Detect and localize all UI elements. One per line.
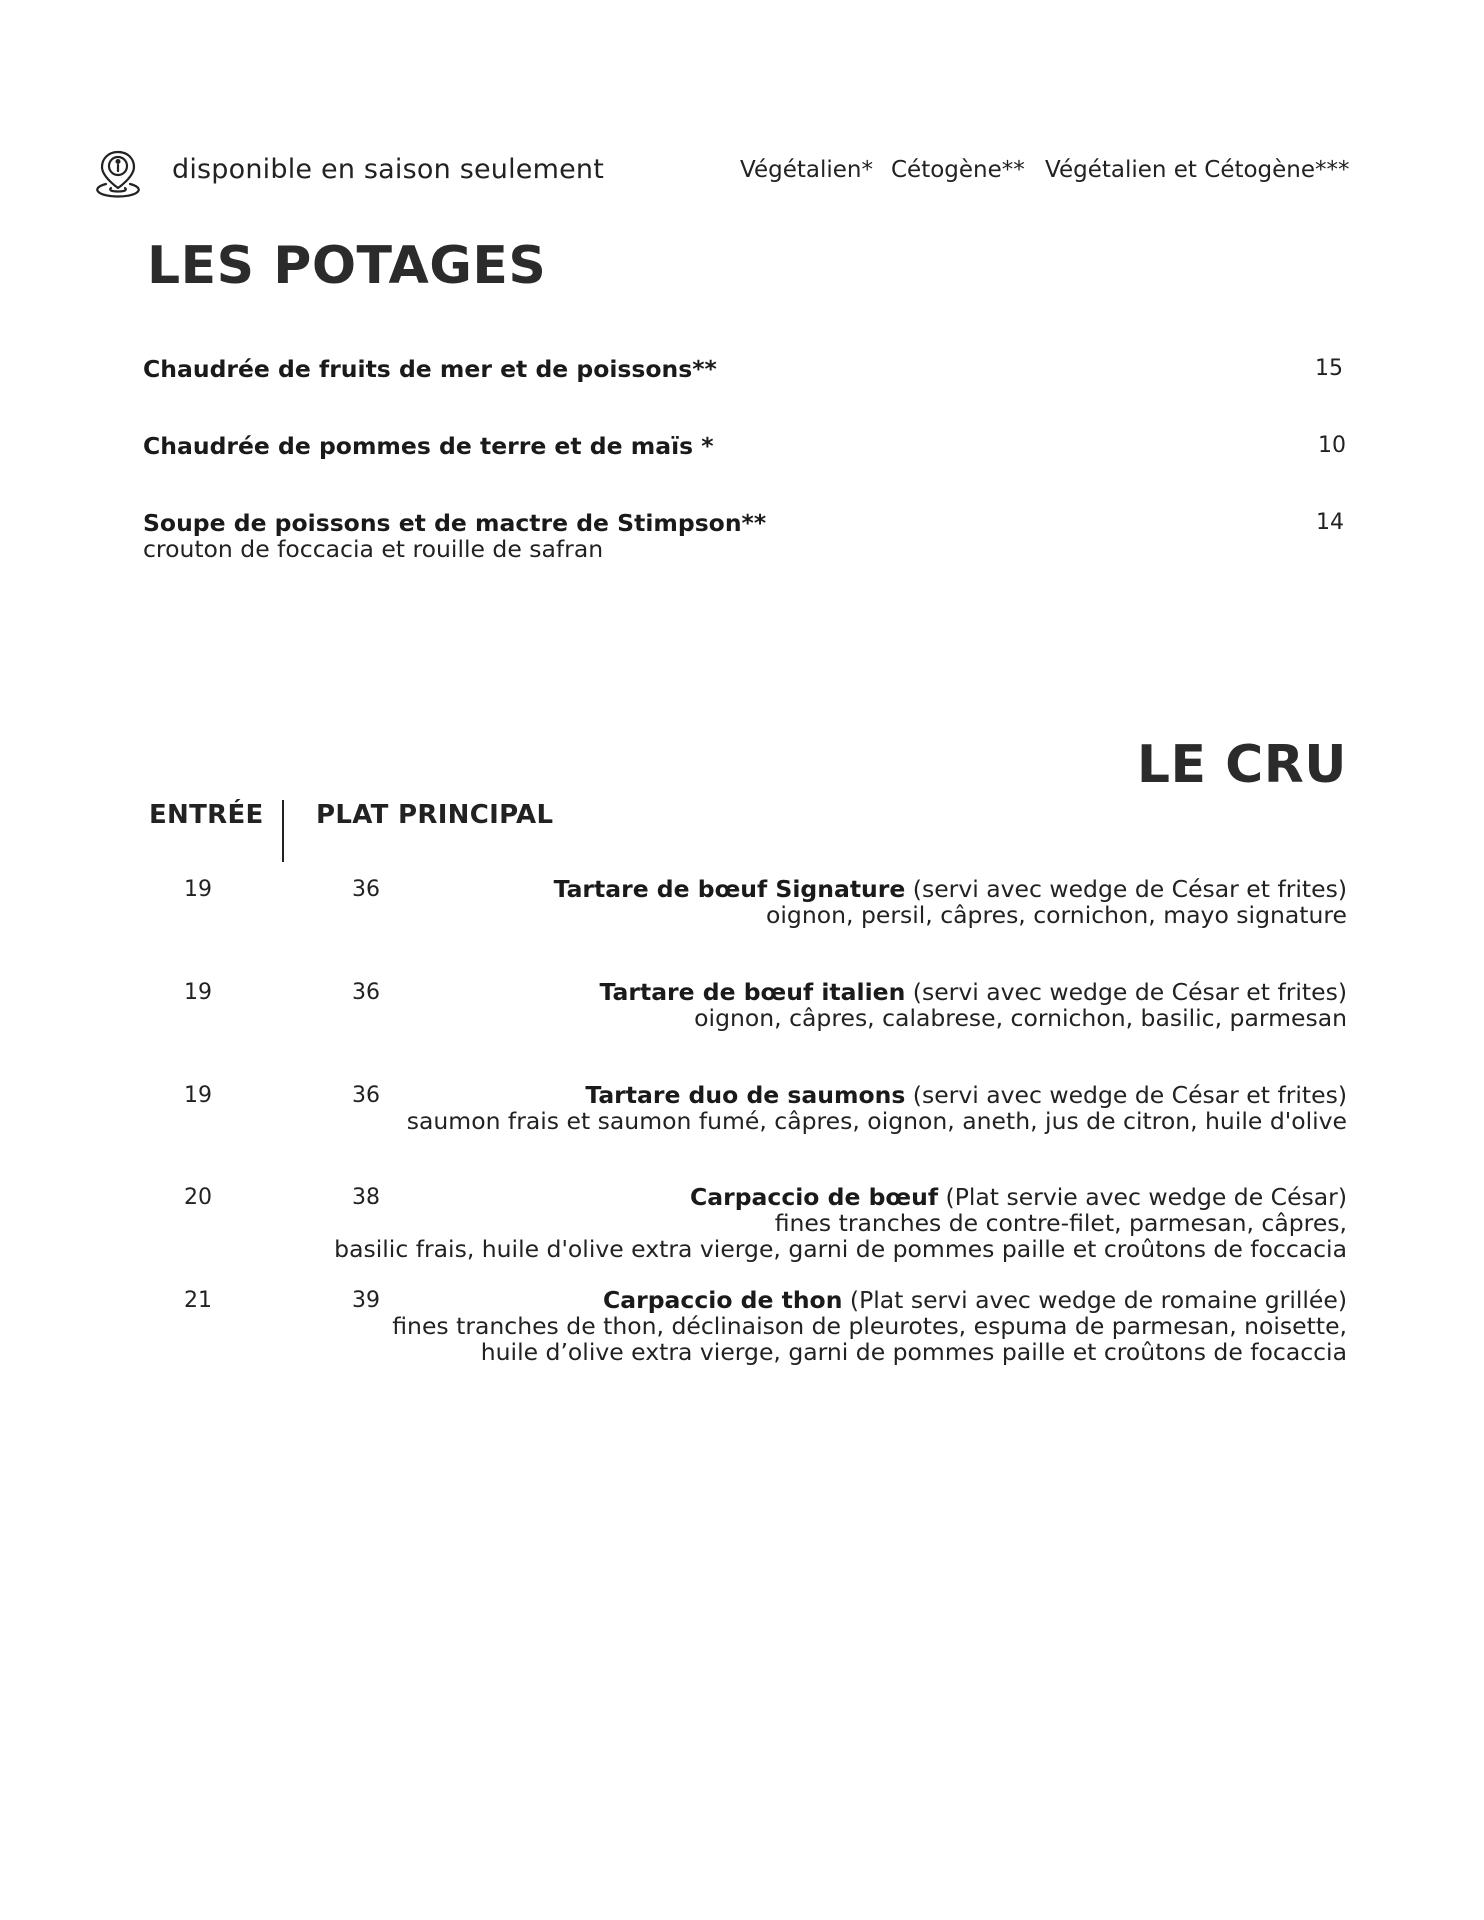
potages-title: LES POTAGES xyxy=(147,236,547,296)
dish-item xyxy=(554,876,1347,928)
plat-price: 39 xyxy=(352,1288,380,1313)
soup-price: 14 xyxy=(1316,510,1344,535)
dish-note: (servi avec wedge de César et frites) xyxy=(905,1081,1347,1109)
entree-price: 19 xyxy=(184,877,212,902)
plat-price: 36 xyxy=(352,877,380,902)
column-divider xyxy=(282,800,284,862)
dish-item xyxy=(392,1287,1347,1365)
dish-description: oignon, persil, câpres, cornichon, mayo signature xyxy=(766,901,1347,929)
dish-name: Carpaccio de bœuf xyxy=(690,1183,939,1211)
info-pin-icon xyxy=(92,148,144,200)
soup-price: 10 xyxy=(1318,433,1346,458)
seasonal-legend-text: disponible en saison seulement xyxy=(172,154,605,185)
dish-description: huile d’olive extra vierge, garni de pommes paille et croûtons de focaccia xyxy=(480,1338,1347,1366)
dish-item xyxy=(407,1082,1347,1134)
dish-note: (servi avec wedge de César et frites) xyxy=(905,978,1347,1006)
dish-note: (Plat servi avec wedge de romaine grillée) xyxy=(842,1286,1347,1314)
entree-price: 19 xyxy=(184,1083,212,1108)
dish-description: oignon, câpres, calabrese, cornichon, basilic, parmesan xyxy=(694,1004,1347,1032)
dish-name: Tartare de bœuf italien xyxy=(599,978,906,1006)
dish-name: Tartare de bœuf Signature xyxy=(553,875,906,903)
soup-name: Chaudrée de fruits de mer et de poissons** xyxy=(143,355,717,383)
plat-price: 38 xyxy=(352,1185,380,1210)
dish-description: fines tranches de contre-filet, parmesan, câpres, xyxy=(774,1209,1347,1237)
dish-description: saumon frais et saumon fumé, câpres, oignon, aneth, jus de citron, huile d'olive xyxy=(406,1107,1347,1135)
soup-price: 15 xyxy=(1315,356,1343,381)
column-header-plat-principal: PLAT PRINCIPAL xyxy=(316,800,554,830)
dish-description: basilic frais, huile d'olive extra vierge, garni de pommes paille et croûtons de foccacia xyxy=(334,1235,1347,1263)
dish-name: Tartare duo de saumons xyxy=(585,1081,906,1109)
column-header-entree: ENTRÉE xyxy=(149,800,264,830)
soup-name: Chaudrée de pommes de terre et de maïs * xyxy=(143,432,714,460)
cru-title: LE CRU xyxy=(1136,735,1347,795)
entree-price: 20 xyxy=(184,1185,212,1210)
dish-item xyxy=(600,979,1347,1031)
entree-price: 19 xyxy=(184,980,212,1005)
dish-name: Carpaccio de thon xyxy=(603,1286,843,1314)
dish-note: (servi avec wedge de César et frites) xyxy=(905,875,1347,903)
plat-price: 36 xyxy=(352,1083,380,1108)
keto-legend: Cétogène** xyxy=(891,157,1025,183)
dish-item xyxy=(334,1184,1347,1262)
dish-note: (Plat servie avec wedge de César) xyxy=(938,1183,1347,1211)
dish-description: fines tranches de thon, déclinaison de pleurotes, espuma de parmesan, noisette, xyxy=(392,1312,1347,1340)
vegan-keto-legend: Végétalien et Cétogène*** xyxy=(1045,157,1350,183)
soup-description: crouton de foccacia et rouille de safran xyxy=(143,535,604,563)
plat-price: 36 xyxy=(352,980,380,1005)
soup-name: Soupe de poissons et de mactre de Stimpson** xyxy=(143,509,767,537)
entree-price: 21 xyxy=(184,1288,212,1313)
vegan-legend: Végétalien* xyxy=(740,157,873,183)
